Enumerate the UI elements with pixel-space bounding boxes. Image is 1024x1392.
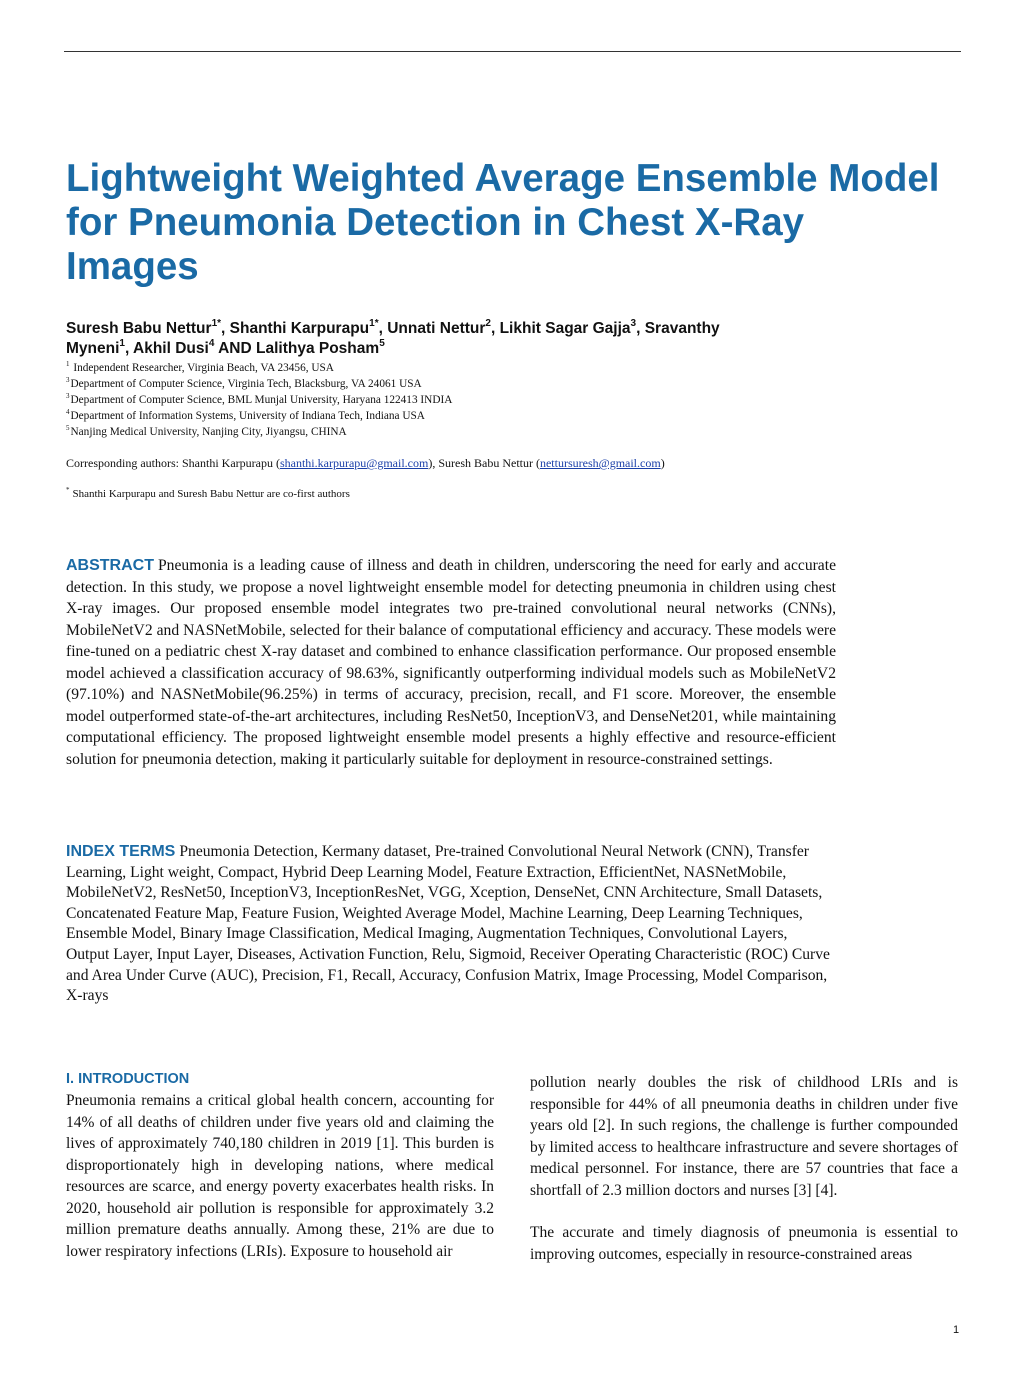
title-line: Images xyxy=(66,245,199,288)
introduction-left-column xyxy=(66,1069,494,1262)
section-heading-introduction: I. INTRODUCTION xyxy=(66,1071,190,1087)
email-link-karpurapu[interactable]: shanthi.karpurapu@gmail.com xyxy=(279,456,429,470)
title-line: Lightweight Weighted Average Ensemble Model xyxy=(66,157,940,200)
author-sup: 3 xyxy=(630,317,637,329)
title-line: for Pneumonia Detection in Chest X-Ray xyxy=(66,201,805,244)
paragraph: pollution nearly doubles the risk of childhood LRIs and is responsible for 44% of all pneumonia deaths in children under five years old [2]. In such regions, the challenge is further compounded by limited access to healthcare infrastructure and severe shortages of medical personnel. For instance, there are 57 countries that face a shortfall of 2.3 million doctors and nurses [3] [4]. xyxy=(530,1074,958,1199)
header-rule xyxy=(64,51,961,52)
author-sup: 1 xyxy=(119,337,125,349)
index-terms-text: Pneumonia Detection, Kermany dataset, Pre-trained Convolutional Neural Network (CNN), Transfer Learning, Light weight, Compact, Hybrid Deep Learning Model, Feature Extraction, EfficientNet, NASNetMobile, MobileNetV2, ResNet50, InceptionV3, InceptionResNet, VGG, Xception, DenseNet, CNN Architecture, Small Datasets, Concatenated Feature Map, Feature Fusion, Weighted Average Model, Machine Learning, Deep Learning Techniques, Ensemble Model, Binary Image Classification, Medical Imaging, Augmentation Techniques, Convolutional Layers, Output Layer, Input Layer, Diseases, Activation Function, Relu, Sigmoid, Receiver Operating Characteristic (ROC) Curve and Area Under Curve (AUC), Precision, F1, Recall, Accuracy, Confusion Matrix, Image Processing, Model Comparison, X-rays xyxy=(66,843,830,1005)
abstract-text: Pneumonia is a leading cause of illness and death in children, underscoring the need for early and accurate detection. In this study, we propose a novel lightweight ensemble model for detecting pneumonia in children using chest X-ray images. Our proposed ensemble model integrates two pre-trained convolutional neural networks (CNNs), MobileNetV2 and NASNetMobile, selected for their balance of computational efficiency and accuracy. These models were fine-tuned on a pediatric chest X-ray dataset and combined to enhance classification performance. Our proposed ensemble model achieved a classification accuracy of 98.63%, significantly outperforming individual models such as MobileNetV2 (97.10%) and NASNetMobile(96.25%) in terms of accuracy, precision, recall, and F1 score. Moreover, the ensemble model outperformed state-of-the-art architectures, including ResNet50, InceptionV3, and DenseNet201, while maintaining computational efficiency. The proposed lightweight ensemble model presents a highly effective and resource-efficient solution for pneumonia detection, making it particularly suitable for deployment in resource-constrained settings. xyxy=(66,557,836,768)
affiliation xyxy=(66,392,866,408)
author-list xyxy=(66,319,966,359)
author-sep: , xyxy=(490,320,500,337)
footnote-mark: * xyxy=(66,486,70,495)
author-name: Sravanthy xyxy=(644,320,720,337)
author-sup: 4 xyxy=(208,337,215,349)
affiliation-text: Department of Information Systems, University of Indiana Tech, Indiana USA xyxy=(70,410,425,422)
email-link-nettur[interactable]: nettursuresh@gmail.com xyxy=(539,456,661,470)
author-sup: 1* xyxy=(369,317,379,329)
author-sep: , xyxy=(636,320,645,337)
author-sep: , xyxy=(221,320,230,337)
author-name: Likhit Sagar Gajja xyxy=(499,320,631,337)
author-sep: AND xyxy=(214,340,256,357)
author-name: Shanthi Karpurapu xyxy=(229,320,370,337)
paragraph: Pneumonia remains a critical global health concern, accounting for 14% of all deaths of children under five years old and claiming the lives of approximately 740,180 children in 2019 [1]. This burden is disproportionately high in developing nations, where medical resources are scarce, and energy poverty exacerbates health risks. In 2020, household air pollution is responsible for approximately 3.2 million premature deaths annually. Among these, 21% are due to lower respiratory infections (LRIs). Exposure to household air xyxy=(66,1092,494,1260)
author-sep: , xyxy=(378,320,388,337)
abstract xyxy=(66,555,836,770)
author-name: Suresh Babu Nettur xyxy=(66,320,212,337)
affiliation-text: Department of Computer Science, BML Munjal University, Haryana 122413 INDIA xyxy=(70,394,453,406)
corresponding-authors xyxy=(66,456,665,471)
affiliation xyxy=(66,376,866,392)
author-name: Unnati Nettur xyxy=(387,320,486,337)
co-first-text: Shanthi Karpurapu and Suresh Babu Nettur are co-first authors xyxy=(72,488,350,500)
page-number: 1 xyxy=(953,1324,960,1336)
affiliation-number: 3 xyxy=(66,392,70,401)
author-sup: 5 xyxy=(379,337,385,349)
affiliation-number: 5 xyxy=(66,424,70,433)
affiliation-text: Independent Researcher, Virginia Beach, VA 23456, USA xyxy=(73,362,334,374)
affiliation-text: Nanjing Medical University, Nanjing City, Jiyangsu, CHINA xyxy=(70,426,347,438)
author-sep: , xyxy=(124,340,134,357)
affiliation-number: 4 xyxy=(66,408,70,417)
affiliation-text: Department of Computer Science, Virginia Tech, Blacksburg, VA 24061 USA xyxy=(70,378,422,390)
author-line xyxy=(66,339,966,359)
affiliation xyxy=(66,360,866,376)
introduction-right-column xyxy=(530,1072,958,1265)
affiliation-number: 3 xyxy=(66,376,70,385)
author-line xyxy=(66,319,966,339)
abstract-heading: ABSTRACT xyxy=(66,557,154,574)
affiliation-number: 1 xyxy=(66,360,70,369)
author-sup: 2 xyxy=(485,317,491,329)
co-first-note xyxy=(66,488,350,500)
index-terms xyxy=(66,842,831,1007)
corresponding-suffix: ) xyxy=(660,456,665,470)
paper-title xyxy=(66,157,966,289)
corresponding-middle: ), Suresh Babu Nettur ( xyxy=(428,456,540,470)
index-terms-heading: INDEX TERMS xyxy=(66,843,176,860)
paragraph: The accurate and timely diagnosis of pneumonia is essential to improving outcomes, especially in resource-constrained areas xyxy=(530,1224,958,1263)
author-name: Myneni xyxy=(66,340,120,357)
author-name: Akhil Dusi xyxy=(133,340,209,357)
affiliation-list xyxy=(66,360,866,440)
affiliation xyxy=(66,424,866,440)
author-name: Lalithya Posham xyxy=(256,340,380,357)
affiliation xyxy=(66,408,866,424)
author-sup: 1* xyxy=(211,317,222,329)
corresponding-prefix: Corresponding authors: Shanthi Karpurapu ( xyxy=(66,456,280,470)
